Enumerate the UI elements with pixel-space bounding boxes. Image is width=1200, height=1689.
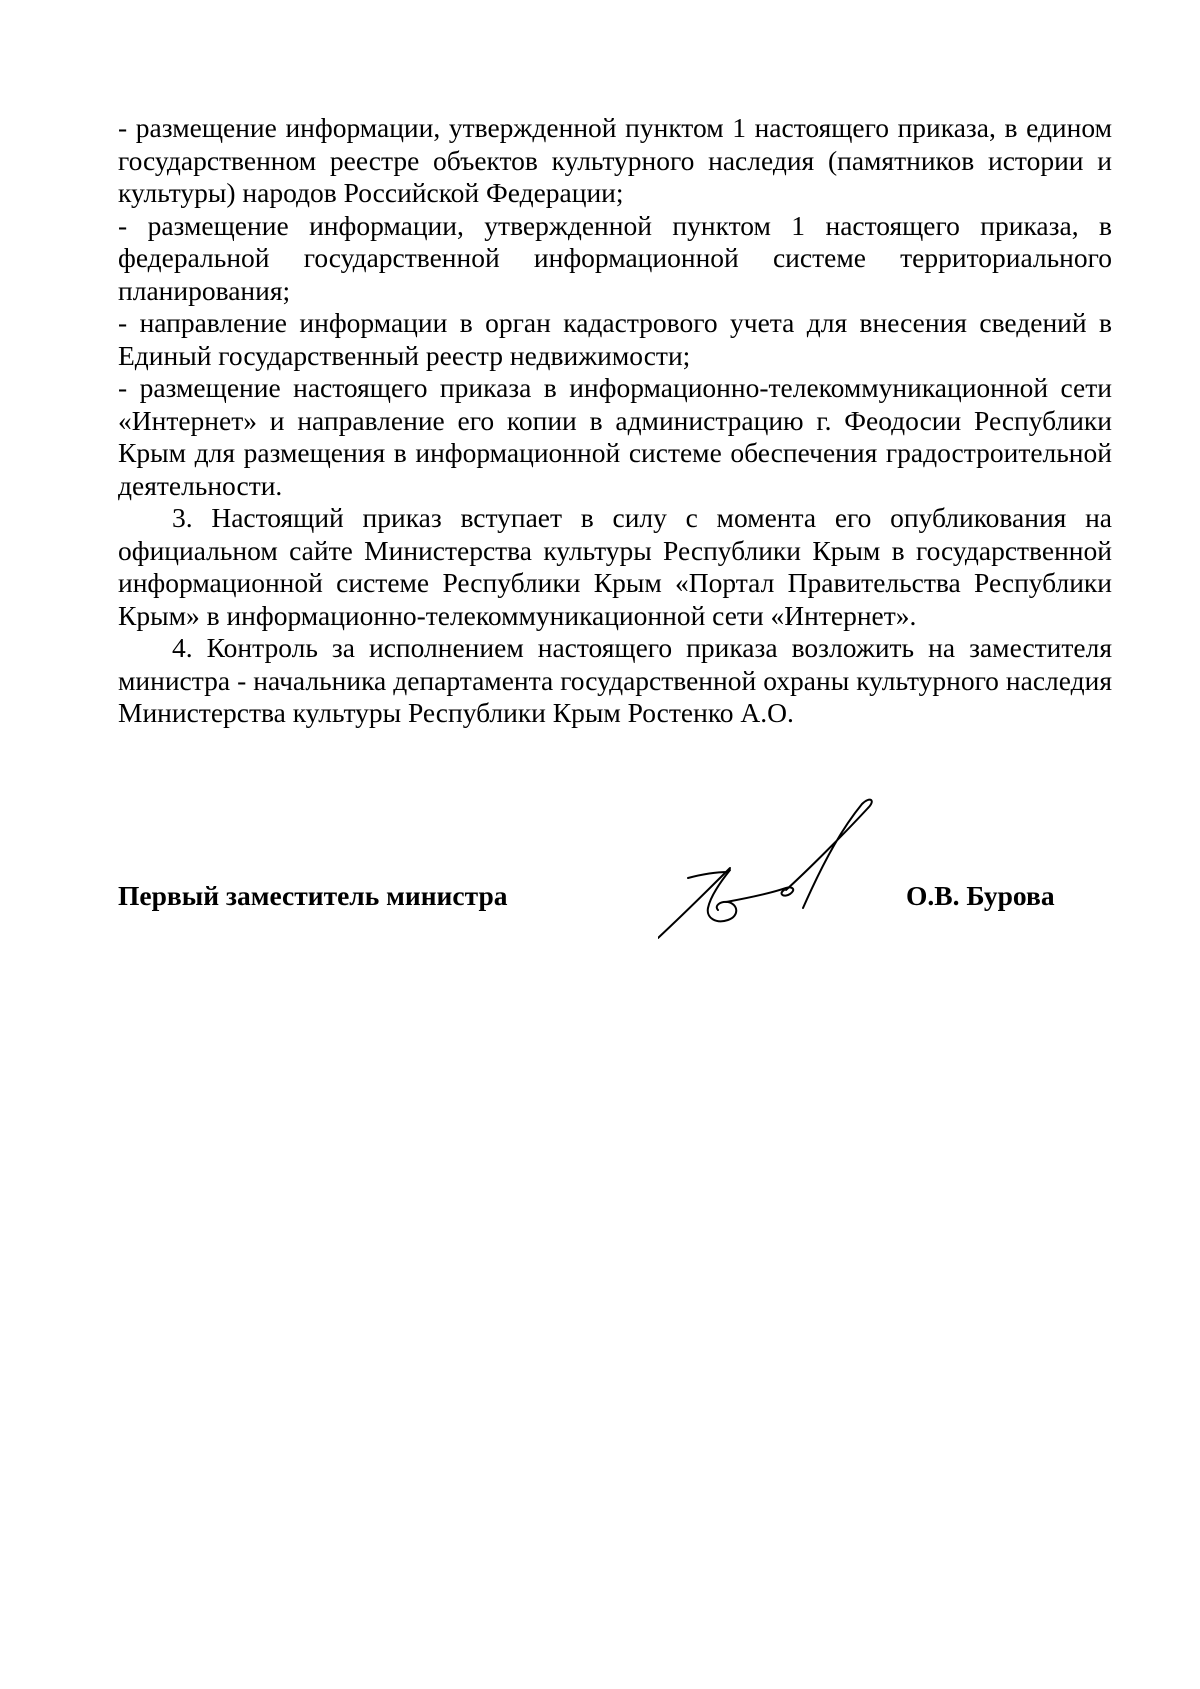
paragraph-egrokn-placement: - размещение информации, утвержденной пунктом 1 настоящего приказа, в едином государственном реестре объектов культурного наследия (памятников истории и культуры) народов Российской Федерации; bbox=[118, 112, 1112, 208]
document-body bbox=[118, 112, 1112, 730]
signer-name: О.В. Бурова bbox=[906, 880, 1055, 911]
paragraph-internet-placement: - размещение настоящего приказа в информационно-телекоммуникационной сети «Интернет» и направление его копии в администрацию г. Феодосии Республики Крым для размещения в информационной системе обеспечения градостроительной деятельности. bbox=[118, 372, 1112, 501]
signature-block bbox=[118, 790, 1112, 940]
paragraph-item-4: 4. Контроль за исполнением настоящего приказа возложить на заместителя министра - начальника департамента государственной охраны культурного наследия Министерства культуры Республики Крым Ростенко А.О. bbox=[118, 632, 1112, 728]
paragraph-fgis-tp-placement: - размещение информации, утвержденной пунктом 1 настоящего приказа, в федеральной государственной информационной системе территориального планирования; bbox=[118, 209, 1112, 306]
paragraph-item-3: 3. Настоящий приказ вступает в силу с момента его опубликования на официальном сайте Министерства культуры Республики Крым в государственной информационной системе Республики Крым «Портал Правительства Республики Крым» в информационно-телекоммуникационной сети «Интернет». bbox=[118, 502, 1112, 631]
paragraph-cadastral-direction: - направление информации в орган кадастрового учета для внесения сведений в Единый государственный реестр недвижимости; bbox=[118, 307, 1112, 371]
signer-title: Первый заместитель министра bbox=[118, 880, 508, 911]
handwritten-signature-icon bbox=[658, 790, 918, 940]
